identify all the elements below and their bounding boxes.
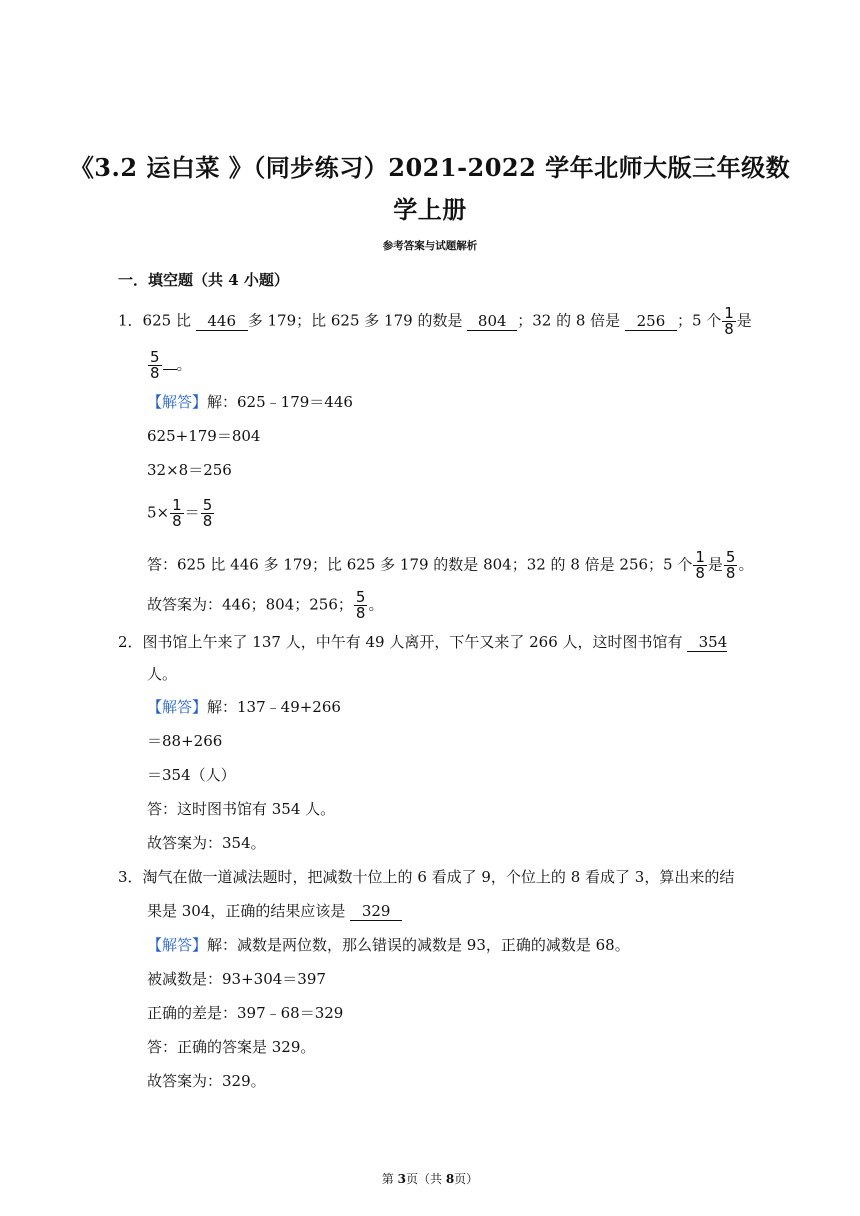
- question-3-stem: 3．淘气在做一道减法题时，把减数十位上的 6 看成了 9，个位上的 8 看成了 3，算出来的结: [118, 868, 735, 886]
- q1-solution-line4: 5× $\frac{1}{8}$ ＝ $\frac{5}{8}$: [147, 496, 213, 530]
- q2-final-answer: 故答案为：354。: [147, 834, 266, 852]
- jieda-label: 【解答】: [147, 936, 208, 954]
- q3-answer-blank: 329: [350, 903, 402, 921]
- q1-text-e: 是: [736, 311, 752, 330]
- question-2-stem: 2．图书馆上午来了 137 人，中午有 49 人离开，下午又来了 266 人，这时图书馆有 354: [118, 633, 728, 651]
- question-1-stem-cont: $\frac{5}{8}$ 。: [150, 348, 192, 382]
- q1-answer-blank-3: 256: [625, 313, 677, 331]
- page-footer: 第 3页（共 8页）: [381, 1172, 479, 1186]
- q1-answer-fraction: $\frac{5}{8}$: [150, 348, 160, 382]
- jieda-label: 【解答】: [147, 698, 208, 716]
- q3-final-answer: 故答案为：329。: [147, 1072, 266, 1090]
- q1-answer-blank-2: 804: [467, 313, 517, 331]
- q1-text-d: ；5 个: [676, 311, 722, 330]
- q1-text-c: ；32 的 8 倍是: [517, 311, 625, 330]
- fraction: $\frac{5}{8}$: [202, 496, 213, 530]
- total-pages: 8: [445, 1172, 455, 1186]
- q2-solution-line3: ＝354（人）: [147, 766, 236, 784]
- q1-fraction: $\frac{1}{8}$: [724, 304, 734, 338]
- q1-solution-line1: 【解答】解：625﹣179＝446: [147, 393, 353, 411]
- q1-text-b: 多 179；比 625 多 179 的数是: [247, 311, 468, 330]
- fraction: $\frac{1}{8}$: [695, 548, 705, 582]
- jieda-label: 【解答】: [147, 393, 208, 411]
- fraction: $\frac{5}{8}$: [355, 588, 366, 622]
- question-2-stem-cont: 人。: [147, 665, 178, 683]
- page-number: 3: [397, 1172, 406, 1186]
- q1-answer-sentence: 答：625 比 446 多 179；比 625 多 179 的数是 804；32 的 8 倍是 256；5 个 $\frac{1}{8}$ 是 $\frac{5}{8}$ 。: [147, 548, 754, 582]
- q1-text-a: 1．625 比: [118, 311, 196, 330]
- q3-solution-line3: 正确的差是：397﹣68＝329: [147, 1004, 344, 1022]
- q2-answer-blank: 354: [687, 634, 727, 652]
- question-3-stem-cont: 果是 304，正确的结果应该是 329: [147, 901, 402, 921]
- page-title-line1: 《3.2 运白菜 》（同步练习）2021-2022 学年北师大版三年级数: [69, 153, 791, 182]
- q3-solution-line2: 被减数是：93+304＝397: [147, 970, 326, 988]
- page-title-line2: 学上册: [393, 195, 467, 224]
- q1-answer-blank-1: 446: [196, 313, 248, 331]
- section-heading: 一．填空题（共 4 小题）: [118, 271, 289, 289]
- q3-answer-sentence: 答：正确的答案是 329。: [147, 1038, 316, 1056]
- fraction: $\frac{5}{8}$: [725, 548, 736, 582]
- q2-solution-line2: ＝88+266: [147, 732, 223, 750]
- q1-solution-line2: 625+179＝804: [147, 427, 261, 445]
- q1-solution-line3: 32×8＝256: [147, 461, 232, 479]
- q2-answer-sentence: 答：这时图书馆有 354 人。: [147, 800, 336, 818]
- q2-solution-line1: 【解答】解：137﹣49+266: [147, 698, 341, 716]
- q1-final-answer: 故答案为：446；804；256； $\frac{5}{8}$ 。: [147, 588, 384, 622]
- subtitle: 参考答案与试题解析: [382, 240, 478, 252]
- fraction: $\frac{1}{8}$: [172, 496, 182, 530]
- question-1-stem: [118, 306, 752, 337]
- q3-solution-line1: 【解答】解：减数是两位数，那么错误的减数是 93，正确的减数是 68。: [147, 936, 630, 954]
